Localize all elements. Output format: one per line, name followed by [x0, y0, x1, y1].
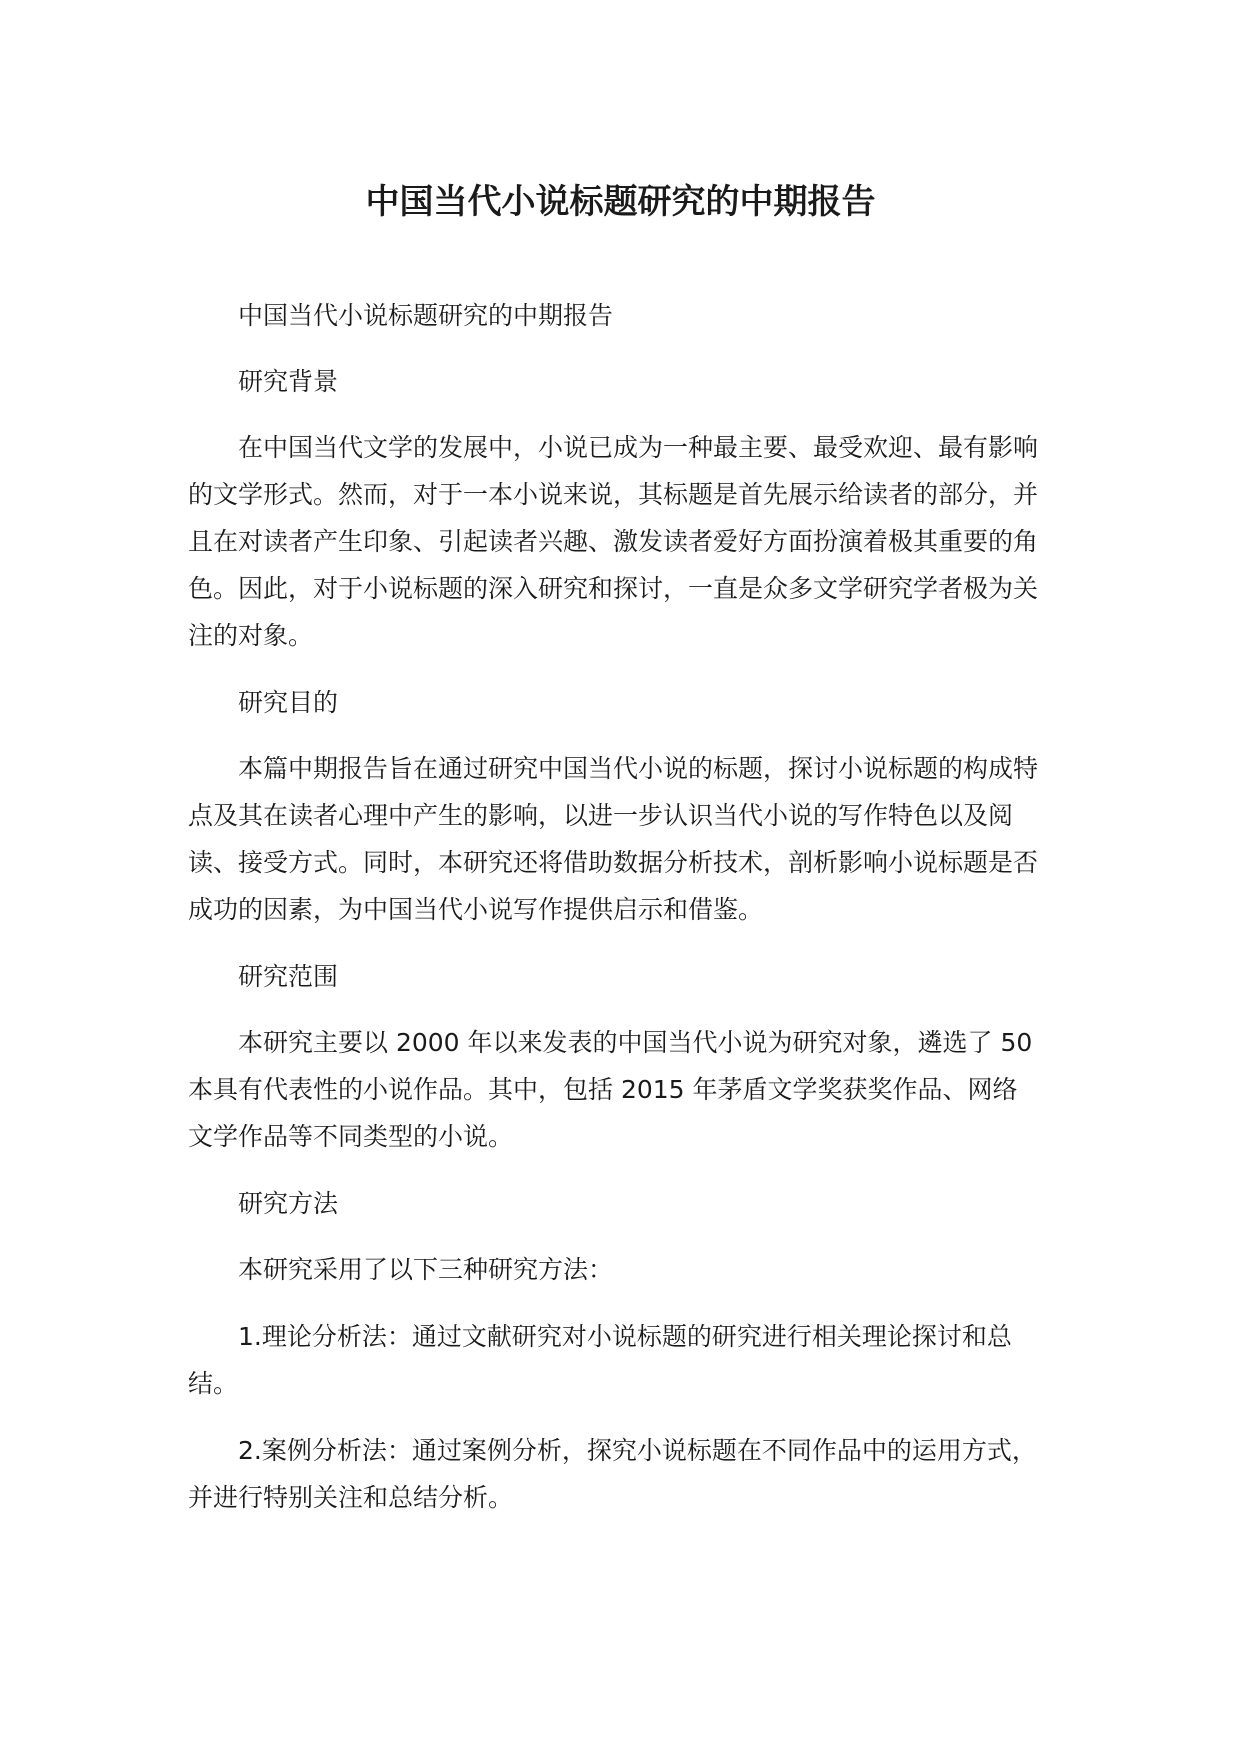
paragraph-purpose: 本篇中期报告旨在通过研究中国当代小说的标题，探讨小说标题的构成特点及其在读者心理中产生的影响，以进一步认识当代小说的写作特色以及阅读、接受方式。同时，本研究还将借助数据分析技术，剖析影响小说标题是否成功的因素，为中国当代小说写作提供启示和借鉴。 — [188, 754, 1039, 924]
document-title: 中国当代小说标题研究的中期报告 — [365, 182, 876, 222]
section-heading-scope: 研究范围 — [238, 962, 339, 991]
paragraph-scope: 本研究主要以 2000 年以来发表的中国当代小说为研究对象，遴选了 50 本具有代表性的小说作品。其中，包括 2015 年茅盾文学奖获奖作品、网络文学作品等不同类型的小说。 — [188, 1028, 1033, 1151]
section-heading-method: 研究方法 — [238, 1189, 339, 1218]
paragraph-background: 在中国当代文学的发展中，小说已成为一种最主要、最受欢迎、最有影响的文学形式。然而，对于一本小说来说，其标题是首先展示给读者的部分，并且在对读者产生印象、引起读者兴趣、激发读者爱好方面扮演着极其重要的角色。因此，对于小说标题的深入研究和探讨，一直是众多文学研究学者极为关注的对象。 — [188, 433, 1039, 650]
paragraph-report-title: 中国当代小说标题研究的中期报告 — [238, 301, 614, 330]
list-item-method-1: 1.理论分析法：通过文献研究对小说标题的研究进行相关理论探讨和总结。 — [188, 1322, 1012, 1398]
section-heading-background: 研究背景 — [238, 367, 339, 396]
section-heading-purpose: 研究目的 — [238, 688, 339, 717]
document-body — [188, 292, 1038, 1541]
paragraph-method-intro: 本研究采用了以下三种研究方法： — [238, 1255, 614, 1284]
list-item-method-2: 2.案例分析法：通过案例分析，探究小说标题在不同作品中的运用方式，并进行特别关注和总结分析。 — [188, 1436, 1037, 1512]
